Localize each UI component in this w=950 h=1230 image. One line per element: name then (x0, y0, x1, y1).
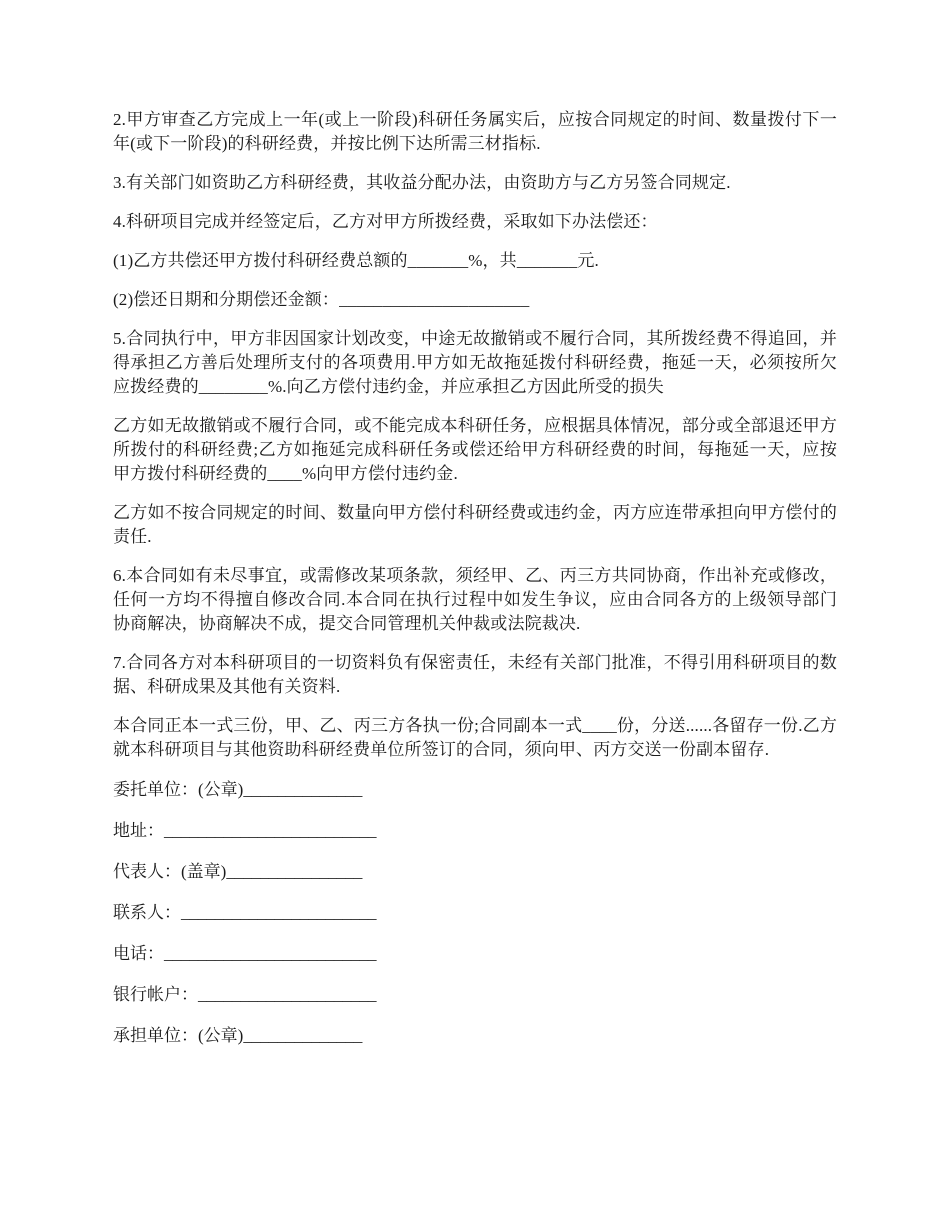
clause-4-item-2: (2)偿还日期和分期偿还金额：______________________ (113, 290, 530, 309)
copies-clause: 本合同正本一式三份，甲、乙、丙三方各执一份;合同副本一式____份，分送......各留存一份.乙方就本科研项目与其他资助科研经费单位所签订的合同，须向甲、丙方交送一份副本留存. (113, 716, 837, 759)
phone-field: 电话：_________________________ (113, 944, 377, 963)
clause-3: 3.有关部门如资助乙方科研经费，其收益分配办法，由资助方与乙方另签合同规定. (113, 173, 731, 192)
clause-5-party-b: 乙方如无故撤销或不履行合同，或不能完成本科研任务，应根据具体情况，部分或全部退还甲方所拨付的科研经费;乙方如拖延完成科研任务或偿还给甲方科研经费的时间，每拖延一天，应按甲方拨付科研经费的____%向甲方偿付违约金. (113, 416, 837, 483)
contact-person-field: 联系人：_______________________ (113, 903, 377, 922)
clause-4: 4.科研项目完成并经签定后，乙方对甲方所拨经费，采取如下办法偿还： (113, 212, 658, 231)
clause-6: 6.本合同如有未尽事宜，或需修改某项条款，须经甲、乙、丙三方共同协商，作出补充或修改，任何一方均不得擅自修改合同.本合同在执行过程中如发生争议，应由合同各方的上级领导部门协商解决，协商解决不成，提交合同管理机关仲裁或法院裁决. (113, 566, 837, 633)
clause-7: 7.合同各方对本科研项目的一切资料负有保密责任，未经有关部门批准，不得引用科研项目的数据、科研成果及其他有关资料. (113, 653, 837, 696)
clause-5-party-c: 乙方如不按合同规定的时间、数量向甲方偿付科研经费或违约金，丙方应连带承担向甲方偿付的责任. (113, 503, 837, 546)
clause-5: 5.合同执行中，甲方非因国家计划改变，中途无故撤销或不履行合同，其所拨经费不得追回，并得承担乙方善后处理所支付的各项费用.甲方如无故拖延拨付科研经费，拖延一天，必须按所欠应拨经费的________%.向乙方偿付违约金，并应承担乙方因此所受的损失 (113, 329, 837, 396)
bank-account-field: 银行帐户：_____________________ (113, 985, 377, 1004)
contract-page (113, 108, 837, 1065)
clause-4-item-1: (1)乙方共偿还甲方拨付科研经费总额的_______%，共_______元. (113, 251, 599, 270)
address-field: 地址：_________________________ (113, 821, 377, 840)
representative-field: 代表人：(盖章)________________ (113, 862, 363, 881)
undertaking-unit-field: 承担单位：(公章)______________ (113, 1026, 363, 1045)
clause-2: 2.甲方审查乙方完成上一年(或上一阶段)科研任务属实后，应按合同规定的时间、数量拨付下一年(或下一阶段)的科研经费，并按比例下达所需三材指标. (113, 110, 837, 153)
commissioning-unit-field: 委托单位：(公章)______________ (113, 780, 363, 799)
